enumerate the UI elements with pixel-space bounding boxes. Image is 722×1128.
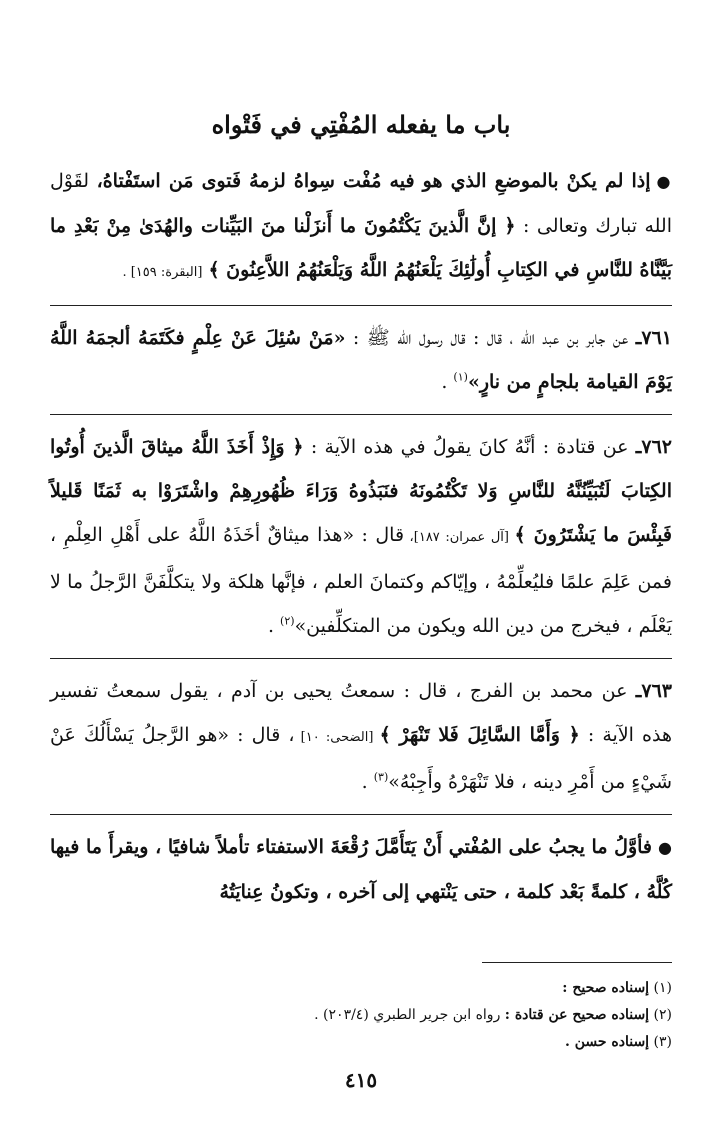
bullet-icon: ● <box>658 838 672 857</box>
footnote-divider <box>482 962 672 963</box>
chapter-title: باب ما يفعله المُفْتِي في فَتْواه <box>211 110 511 139</box>
verse-source: [الضحى: ١٠] <box>294 730 380 745</box>
hadith-text: ، قال : «هو الرَّجلُ يَسْأَلُكَ عَنْ شَيْءٍ من أَمْرِ دينه ، فلا تَنْهَرْهُ وأَجِبْهُ» <box>50 724 672 793</box>
sentence-end: . <box>361 771 374 793</box>
verse-source: [البقرة: ١٥٩] . <box>122 265 203 280</box>
section-divider <box>50 305 672 306</box>
hadith-chain: عن قتادة : أنَّهُ كانَ يقولُ في هذه الآية : <box>303 436 636 458</box>
hadith-chain: عن جابر بن عبد الله ، قال : قال رسول الله ﷺ : <box>345 327 636 349</box>
section-divider <box>50 658 672 659</box>
quran-verse: ﴿ إنَّ الَّذينَ يَكْتُمُونَ ما أَنزَلْنا منَ البَيِّنات والهُدَىٰ مِنْ بَعْدِ ما بَيَّنَّاهُ للنَّاسِ في الكِتابِ أُولَٰئِكَ يَلْعَنُهُمُ اللَّهُ وَيَلْعَنُهُمُ اللاَّعِنُونَ ﴾ <box>50 215 672 281</box>
bullet-icon: ● <box>656 172 672 191</box>
hadith-761 <box>50 316 672 404</box>
footnote-grade: إسناده صحيح : <box>562 980 650 996</box>
footnote-grade: إسناده صحيح عن قتادة : <box>504 1007 650 1023</box>
hadith-text: «مَنْ سُئِلَ عَنْ عِلْمٍ فكَتَمَهُ ألجمَهُ اللَّهُ يَوْمَ القيامة بلجامٍ من نارٍ» <box>50 327 672 393</box>
hadith-number: ٧٦٣ـ <box>635 680 672 702</box>
section-divider <box>50 414 672 415</box>
footnote-ref: (٢) <box>280 614 295 628</box>
footnote-ref: (١) <box>453 370 468 384</box>
footnote-2 <box>50 1002 672 1029</box>
book-page <box>50 110 672 1092</box>
footnote-number: (٣) <box>653 1034 672 1050</box>
quran-verse: ﴿ وَأَمَّا السَّائِلَ فَلا تَنْهَرْ ﴾ <box>379 724 580 746</box>
footnote-number: (١) <box>653 980 672 996</box>
intro-text: لقَوْل الله تبارك وتعالى : <box>50 170 672 237</box>
intro-lead: إذا لم يكنْ بالموضعِ الذي هو فيه مُفْت سِواهُ لزمهُ فَتوى مَن استَفْتاهُ، <box>96 170 651 192</box>
hadith-762 <box>50 425 672 648</box>
footnotes <box>50 975 672 1056</box>
verse-source: [آل عمران: ١٨٧]، <box>404 530 515 545</box>
hadith-chain: عن محمد بن الفرج ، قال : سمعتُ يحيى بن آدم ، يقول سمعتُ تفسير هذه الآية : <box>50 680 672 746</box>
quran-verse: ﴿ وَإِذْ أَخَذَ اللَّهُ ميثاقَ الَّذينَ أُوتُوا الكِتابَ لَتُبَيِّنُنَّهُ للنَّاسِ وَلا تَكْتُمُونَهُ فنَبَذُوهُ وَرَاءَ ظُهُورِهِمْ واشْتَرَوْا به ثَمَنًا قَليلاً فَبِئْسَ ما يَشْتَرُونَ ﴾ <box>50 436 672 546</box>
footnote-ref: (٣) <box>373 770 389 784</box>
footnote-grade: إسناده حسن . <box>564 1034 650 1050</box>
hadith-763 <box>50 669 672 804</box>
paragraph-intro <box>50 159 672 295</box>
sentence-end: . <box>441 371 454 393</box>
hadith-number: ٧٦١ـ <box>635 327 672 349</box>
hadith-text: قال : «هذا ميثاقٌ أخَذَهُ اللَّهُ على أَهْلِ العِلْمِ ، فمن عَلِمَ علمًا فليُعلِّمْهُ ، وإيّاكم وكتمانَ العلم ، فإنَّها هلكة ولا يتكلَّفَنَّ الرَّجلُ ما لا يَعْلَم ، فيخرج من دين الله ويكون من المتكلِّفين» <box>50 524 672 637</box>
footnote-number: (٢) <box>653 1007 672 1023</box>
footnote-3 <box>50 1029 672 1056</box>
page-number: ٤١٥ <box>344 1068 378 1092</box>
footnote-detail: رواه ابن جرير الطبري (٢٠٣/٤) . <box>314 1007 505 1023</box>
footnote-1 <box>50 975 672 1002</box>
section-divider <box>50 814 672 815</box>
sentence-end: . <box>267 615 281 637</box>
paragraph-mufti-duty <box>50 825 672 914</box>
hadith-number: ٧٦٢ـ <box>635 436 672 458</box>
duty-text: فأوَّلُ ما يجبُ على المُفْتي أَنْ يَتَأَمَّلَ رُقْعَةَ الاستفتاء تأملاً شافيًا ، ويقرأَ ما فيها كُلَّهُ ، كلمةً بَعْد كلمة ، حتى يَنْتهي إلى آخره ، وتكونُ عِنايَتُهُ <box>50 836 672 903</box>
